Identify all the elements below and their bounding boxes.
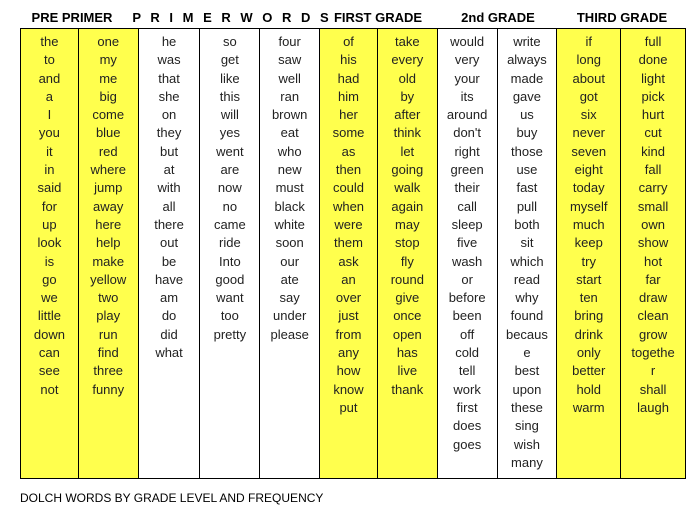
- word-cell: both: [514, 216, 540, 232]
- word-cell: saw: [278, 52, 302, 68]
- word-cell: my: [99, 52, 117, 68]
- word-cell: good: [215, 271, 245, 287]
- word-cell: who: [277, 143, 302, 159]
- word-cell: let: [400, 143, 415, 159]
- word-cell: so: [222, 34, 237, 49]
- footer-caption: DOLCH WORDS BY GRADE LEVEL AND FREQUENCY: [20, 491, 324, 505]
- word-cell: give: [395, 290, 420, 306]
- word-cell: would: [450, 34, 485, 49]
- word-cell: I: [47, 107, 52, 123]
- word-cell: as: [341, 143, 356, 159]
- word-cell: out: [160, 235, 179, 251]
- word-cell: just: [338, 308, 359, 324]
- word-cell: soon: [275, 235, 304, 251]
- word-cell: write: [513, 34, 541, 49]
- word-cell: some: [332, 125, 365, 141]
- word-cell: these: [511, 399, 543, 415]
- word-cell: bring: [574, 308, 604, 324]
- word-cell: for: [41, 198, 57, 214]
- word-column-6: [320, 29, 378, 478]
- word-cell: old: [398, 70, 416, 86]
- word-cell: them: [334, 235, 363, 251]
- word-cell: from: [335, 326, 362, 342]
- word-cell: this: [219, 88, 240, 104]
- word-cell: pull: [516, 198, 538, 214]
- word-cell: carry: [638, 180, 668, 196]
- header-second-grade: 2nd GRADE: [461, 10, 535, 25]
- word-cell: which: [510, 253, 544, 269]
- word-cell: its: [460, 88, 474, 104]
- word-cell: e: [523, 345, 531, 361]
- word-cell: do: [161, 308, 177, 324]
- word-column-2: [79, 29, 139, 478]
- word-cell: wish: [513, 436, 540, 452]
- word-cell: once: [393, 308, 422, 324]
- word-cell: myself: [569, 198, 608, 214]
- word-cell: start: [576, 271, 602, 287]
- header-primer-words: P R I M E R W O R D S: [132, 10, 332, 25]
- word-cell: open: [392, 326, 422, 342]
- word-cell: here: [95, 216, 122, 232]
- word-cell: best: [514, 363, 540, 379]
- word-column-10: [557, 29, 621, 478]
- word-cell: cold: [455, 345, 480, 361]
- word-cell: of: [343, 34, 354, 49]
- word-cell: long: [576, 52, 602, 68]
- word-cell: when: [332, 198, 365, 214]
- word-cell: live: [397, 363, 418, 379]
- word-cell: well: [278, 70, 301, 86]
- word-cell: after: [394, 107, 421, 123]
- word-cell: me: [99, 70, 118, 86]
- word-cell: am: [160, 290, 179, 306]
- word-cell: take: [395, 34, 420, 49]
- word-cell: red: [98, 143, 118, 159]
- word-column-4: [200, 29, 260, 478]
- word-cell: what: [155, 345, 183, 361]
- word-cell: made: [510, 70, 544, 86]
- word-cell: and: [38, 70, 61, 86]
- word-cell: black: [274, 198, 305, 214]
- word-cell: better: [572, 363, 606, 379]
- word-cell: she: [158, 88, 180, 104]
- word-cell: were: [334, 216, 363, 232]
- word-cell: off: [460, 326, 475, 342]
- word-cell: no: [222, 198, 238, 214]
- word-cell: had: [337, 70, 360, 86]
- word-cell: laugh: [637, 399, 669, 415]
- word-cell: ride: [219, 235, 241, 251]
- word-cell: try: [581, 253, 596, 269]
- word-cell: ran: [280, 88, 300, 104]
- word-cell: yes: [219, 125, 240, 141]
- word-cell: ask: [338, 253, 359, 269]
- word-cell: wash: [451, 253, 483, 269]
- word-cell: make: [92, 253, 125, 269]
- header-first-grade: FIRST GRADE: [333, 10, 423, 25]
- word-cell: the: [40, 34, 59, 49]
- word-cell: gave: [512, 88, 542, 104]
- word-cell: her: [339, 107, 358, 123]
- word-cell: to: [43, 52, 55, 68]
- word-cell: pretty: [213, 326, 247, 342]
- header-third-grade: THIRD GRADE: [576, 10, 668, 25]
- word-cell: run: [98, 326, 118, 342]
- word-cell: too: [220, 308, 239, 324]
- word-cell: his: [340, 52, 357, 68]
- word-cell: r: [650, 363, 656, 379]
- word-cell: togethe: [631, 345, 675, 361]
- word-cell: play: [96, 308, 121, 324]
- word-cell: an: [341, 271, 356, 287]
- word-cell: done: [638, 52, 668, 68]
- word-cell: hot: [644, 253, 663, 269]
- word-cell: your: [454, 70, 480, 86]
- word-cell: funny: [92, 381, 125, 397]
- word-cell: could: [332, 180, 365, 196]
- word-cell: up: [42, 216, 57, 232]
- word-cell: about: [572, 70, 606, 86]
- word-cell: very: [454, 52, 480, 68]
- word-cell: cut: [644, 125, 662, 141]
- word-cell: new: [277, 162, 302, 178]
- word-cell: why: [515, 290, 539, 306]
- word-cell: you: [38, 125, 60, 141]
- word-cell: clean: [637, 308, 669, 324]
- word-cell: think: [393, 125, 422, 141]
- word-cell: has: [396, 345, 418, 361]
- word-cell: their: [454, 180, 480, 196]
- word-cell: always: [507, 52, 547, 68]
- word-cell: him: [338, 88, 359, 104]
- word-cell: far: [645, 271, 661, 287]
- word-cell: down: [33, 326, 65, 342]
- word-cell: pick: [641, 88, 665, 104]
- word-cell: said: [37, 180, 62, 196]
- word-cell: at: [163, 162, 175, 178]
- word-cell: does: [453, 418, 482, 434]
- word-column-5: [260, 29, 320, 478]
- word-cell: been: [452, 308, 482, 324]
- word-cell: it: [46, 143, 53, 159]
- word-cell: five: [457, 235, 478, 251]
- word-cell: then: [335, 162, 362, 178]
- word-cell: tell: [458, 363, 476, 379]
- word-cell: walk: [394, 180, 421, 196]
- word-cell: sleep: [451, 216, 483, 232]
- word-cell: fly: [400, 253, 414, 269]
- word-cell: full: [644, 34, 662, 49]
- word-cell: show: [637, 235, 669, 251]
- word-cell: draw: [638, 290, 668, 306]
- word-cell: jump: [94, 180, 123, 196]
- word-cell: ten: [579, 290, 598, 306]
- word-cell: find: [97, 345, 119, 361]
- word-cell: us: [520, 107, 534, 123]
- word-cell: a: [45, 88, 54, 104]
- word-cell: may: [395, 216, 420, 232]
- word-cell: ate: [280, 271, 299, 287]
- word-cell: becaus: [505, 326, 548, 342]
- word-cell: by: [400, 88, 415, 104]
- word-cell: sit: [520, 235, 534, 251]
- word-cell: if: [585, 34, 592, 49]
- word-cell: going: [391, 162, 424, 178]
- word-cell: round: [390, 271, 424, 287]
- word-cell: went: [216, 143, 244, 159]
- word-cell: light: [641, 70, 665, 86]
- word-cell: white: [274, 216, 305, 232]
- word-cell: read: [513, 271, 540, 287]
- word-cell: any: [338, 345, 359, 361]
- word-cell: only: [576, 345, 601, 361]
- word-cell: don't: [453, 125, 482, 141]
- word-cell: like: [220, 70, 240, 86]
- word-cell: grow: [638, 326, 668, 342]
- word-cell: little: [37, 308, 61, 324]
- word-cell: three: [93, 363, 124, 379]
- word-cell: again: [391, 198, 424, 214]
- word-column-3: [139, 29, 201, 478]
- word-column-9: [498, 29, 558, 478]
- word-cell: right: [454, 143, 480, 159]
- word-cell: can: [38, 345, 60, 361]
- word-cell: will: [220, 107, 239, 123]
- word-cell: or: [461, 271, 473, 287]
- word-cell: they: [156, 125, 182, 141]
- word-cell: eight: [574, 162, 603, 178]
- word-cell: got: [579, 88, 598, 104]
- word-cell: before: [448, 290, 486, 306]
- word-cell: eat: [280, 125, 299, 141]
- word-cell: come: [92, 107, 125, 123]
- header-pre-primer: PRE PRIMER: [31, 10, 113, 25]
- word-cell: say: [279, 290, 300, 306]
- word-cell: help: [95, 235, 121, 251]
- word-cell: first: [456, 399, 478, 415]
- word-cell: came: [213, 216, 246, 232]
- word-cell: work: [453, 381, 481, 397]
- word-cell: many: [511, 454, 543, 470]
- word-cell: around: [446, 107, 488, 123]
- word-cell: see: [38, 363, 60, 379]
- word-cell: small: [637, 198, 669, 214]
- word-cell: over: [335, 290, 362, 306]
- word-cell: look: [37, 235, 62, 251]
- word-cell: hurt: [641, 107, 665, 123]
- word-cell: today: [572, 180, 605, 196]
- word-cell: did: [160, 326, 178, 342]
- word-column-11: [621, 29, 685, 478]
- word-cell: keep: [574, 235, 603, 251]
- word-cell: how: [336, 363, 361, 379]
- word-cell: shall: [639, 381, 667, 397]
- word-column-7: [378, 29, 438, 478]
- word-cell: our: [280, 253, 300, 269]
- word-cell: buy: [516, 125, 538, 141]
- word-cell: thank: [391, 381, 424, 397]
- word-cell: big: [99, 88, 117, 104]
- word-cell: must: [275, 180, 304, 196]
- word-cell: please: [270, 326, 309, 342]
- word-cell: we: [41, 290, 58, 306]
- word-cell: have: [154, 271, 184, 287]
- word-column-1: [21, 29, 79, 478]
- word-cell: be: [161, 253, 177, 269]
- word-cell: Into: [219, 253, 241, 269]
- word-cell: those: [511, 143, 543, 159]
- word-cell: use: [516, 162, 538, 178]
- word-cell: green: [450, 162, 484, 178]
- word-cell: but: [160, 143, 179, 159]
- word-cell: away: [93, 198, 124, 214]
- word-cell: are: [220, 162, 240, 178]
- word-cell: found: [510, 308, 544, 324]
- word-cell: put: [339, 399, 358, 415]
- word-cell: is: [44, 253, 55, 269]
- word-cell: yellow: [90, 271, 127, 287]
- word-cell: fall: [644, 162, 662, 178]
- word-cell: kind: [641, 143, 665, 159]
- word-cell: with: [157, 180, 181, 196]
- word-cell: sing: [515, 418, 539, 434]
- word-table: [20, 28, 686, 479]
- header-row: [20, 0, 686, 30]
- word-cell: blue: [95, 125, 121, 141]
- word-cell: one: [97, 34, 120, 49]
- word-cell: two: [98, 290, 119, 306]
- word-cell: go: [42, 271, 57, 287]
- word-cell: get: [220, 52, 239, 68]
- word-cell: goes: [453, 436, 482, 452]
- word-cell: seven: [571, 143, 607, 159]
- word-cell: know: [333, 381, 364, 397]
- word-cell: he: [161, 34, 177, 49]
- word-cell: where: [90, 162, 126, 178]
- word-cell: on: [161, 107, 177, 123]
- word-cell: under: [273, 308, 307, 324]
- word-cell: fast: [516, 180, 538, 196]
- word-cell: warm: [572, 399, 605, 415]
- word-cell: brown: [271, 107, 308, 123]
- word-cell: that: [158, 70, 180, 86]
- word-cell: in: [44, 162, 55, 178]
- word-cell: there: [154, 216, 184, 232]
- word-column-8: [438, 29, 498, 478]
- word-cell: call: [457, 198, 477, 214]
- word-cell: all: [162, 198, 176, 214]
- word-cell: six: [580, 107, 597, 123]
- word-cell: own: [641, 216, 665, 232]
- word-cell: every: [391, 52, 424, 68]
- word-cell: stop: [395, 235, 420, 251]
- word-cell: not: [40, 381, 59, 397]
- word-cell: upon: [512, 381, 542, 397]
- word-cell: four: [278, 34, 301, 49]
- word-cell: never: [572, 125, 606, 141]
- word-cell: much: [572, 216, 605, 232]
- word-cell: want: [216, 290, 244, 306]
- word-cell: hold: [576, 381, 602, 397]
- word-cell: drink: [574, 326, 603, 342]
- word-cell: was: [157, 52, 181, 68]
- word-cell: now: [217, 180, 242, 196]
